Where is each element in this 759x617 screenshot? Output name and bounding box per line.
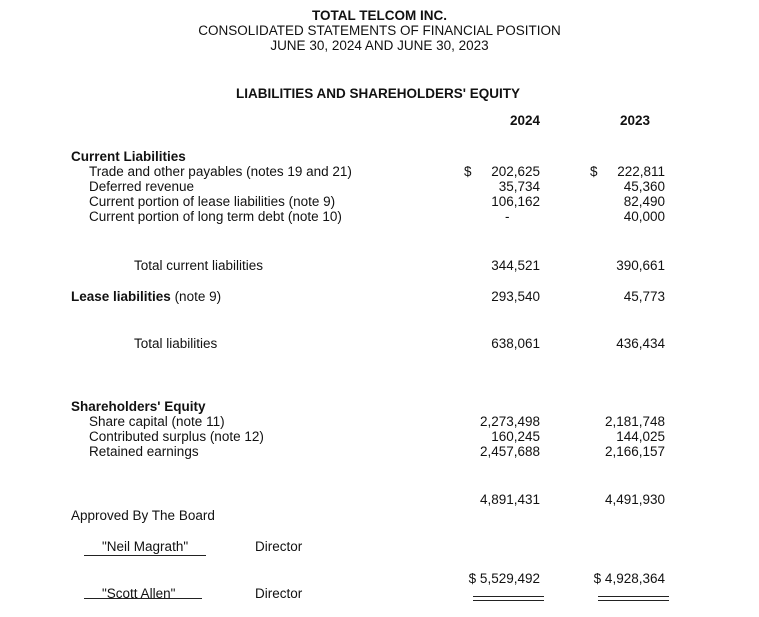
total-liabilities-2023: 436,434 [616, 336, 665, 351]
equity-total-2023: 4,491,930 [604, 492, 665, 507]
total-current-liabilities-label: Total current liabilities [134, 258, 264, 273]
signature-name-1: "Neil Magrath" [102, 539, 189, 554]
statement-dates: JUNE 30, 2024 AND JUNE 30, 2023 [270, 38, 489, 53]
value-2024: 160,245 [491, 429, 540, 444]
signature-line-2 [84, 598, 202, 599]
section-title: LIABILITIES AND SHAREHOLDERS' EQUITY [236, 86, 520, 101]
line-item-label: Trade and other payables (notes 19 and 21) [89, 164, 352, 179]
column-header-2024: 2024 [509, 113, 540, 128]
lease-liabilities-2023: 45,773 [623, 289, 665, 304]
approved-by-text: Approved By The Board [71, 508, 215, 523]
value-2023: 82,490 [623, 194, 665, 209]
value-2024: 2,457,688 [479, 444, 540, 459]
value-2023: 40,000 [623, 209, 665, 224]
column-header-2023: 2023 [619, 113, 650, 128]
line-item-label: Current portion of lease liabilities (note 9) [89, 194, 336, 209]
signature-line-1 [84, 555, 206, 556]
value-2024: 35,734 [498, 179, 540, 194]
value-2024: 202,625 [491, 164, 540, 179]
lease-liabilities-note: (note 9) [170, 289, 222, 304]
grand-total-2023: $ 4,928,364 [593, 571, 665, 586]
total-liabilities-2024: 638,061 [491, 336, 540, 351]
value-2024: 106,162 [491, 194, 540, 209]
total-current-2023: 390,661 [616, 258, 665, 273]
line-item-label: Share capital (note 11) [89, 414, 225, 429]
current-liabilities-heading: Current Liabilities [71, 149, 186, 164]
currency-symbol: $ [464, 164, 472, 179]
line-item-label: Retained earnings [89, 444, 199, 459]
double-underline-2023 [598, 596, 669, 601]
equity-total-2024: 4,891,431 [479, 492, 540, 507]
equity-heading: Shareholders' Equity [71, 399, 206, 414]
total-current-2024: 344,521 [491, 258, 540, 273]
director-label-2: Director [255, 586, 303, 601]
director-label-1: Director [255, 539, 303, 554]
signature-name-2: "Scott Allen" [102, 586, 176, 601]
company-name: TOTAL TELCOM INC. [312, 8, 447, 23]
line-item-label: Deferred revenue [89, 179, 195, 194]
line-item-label: Current portion of long term debt (note 10) [89, 209, 342, 224]
value-2023: 2,166,157 [604, 444, 665, 459]
value-2023: 2,181,748 [604, 414, 665, 429]
value-2023: 45,360 [623, 179, 665, 194]
currency-symbol: $ [590, 164, 598, 179]
total-liabilities-label: Total liabilities [134, 336, 218, 351]
value-2024: 2,273,498 [479, 414, 540, 429]
double-underline-2024 [473, 596, 544, 601]
value-2023: 144,025 [616, 429, 665, 444]
lease-liabilities-title: Lease liabilities [71, 289, 171, 304]
value-2024: - [505, 209, 510, 224]
lease-liabilities-label [71, 289, 221, 304]
grand-total-2024: $ 5,529,492 [468, 571, 540, 586]
statement-title: CONSOLIDATED STATEMENTS OF FINANCIAL POSITION [198, 23, 561, 38]
line-item-label: Contributed surplus (note 12) [89, 429, 264, 444]
value-2023: 222,811 [617, 164, 665, 179]
lease-liabilities-2024: 293,540 [491, 289, 540, 304]
